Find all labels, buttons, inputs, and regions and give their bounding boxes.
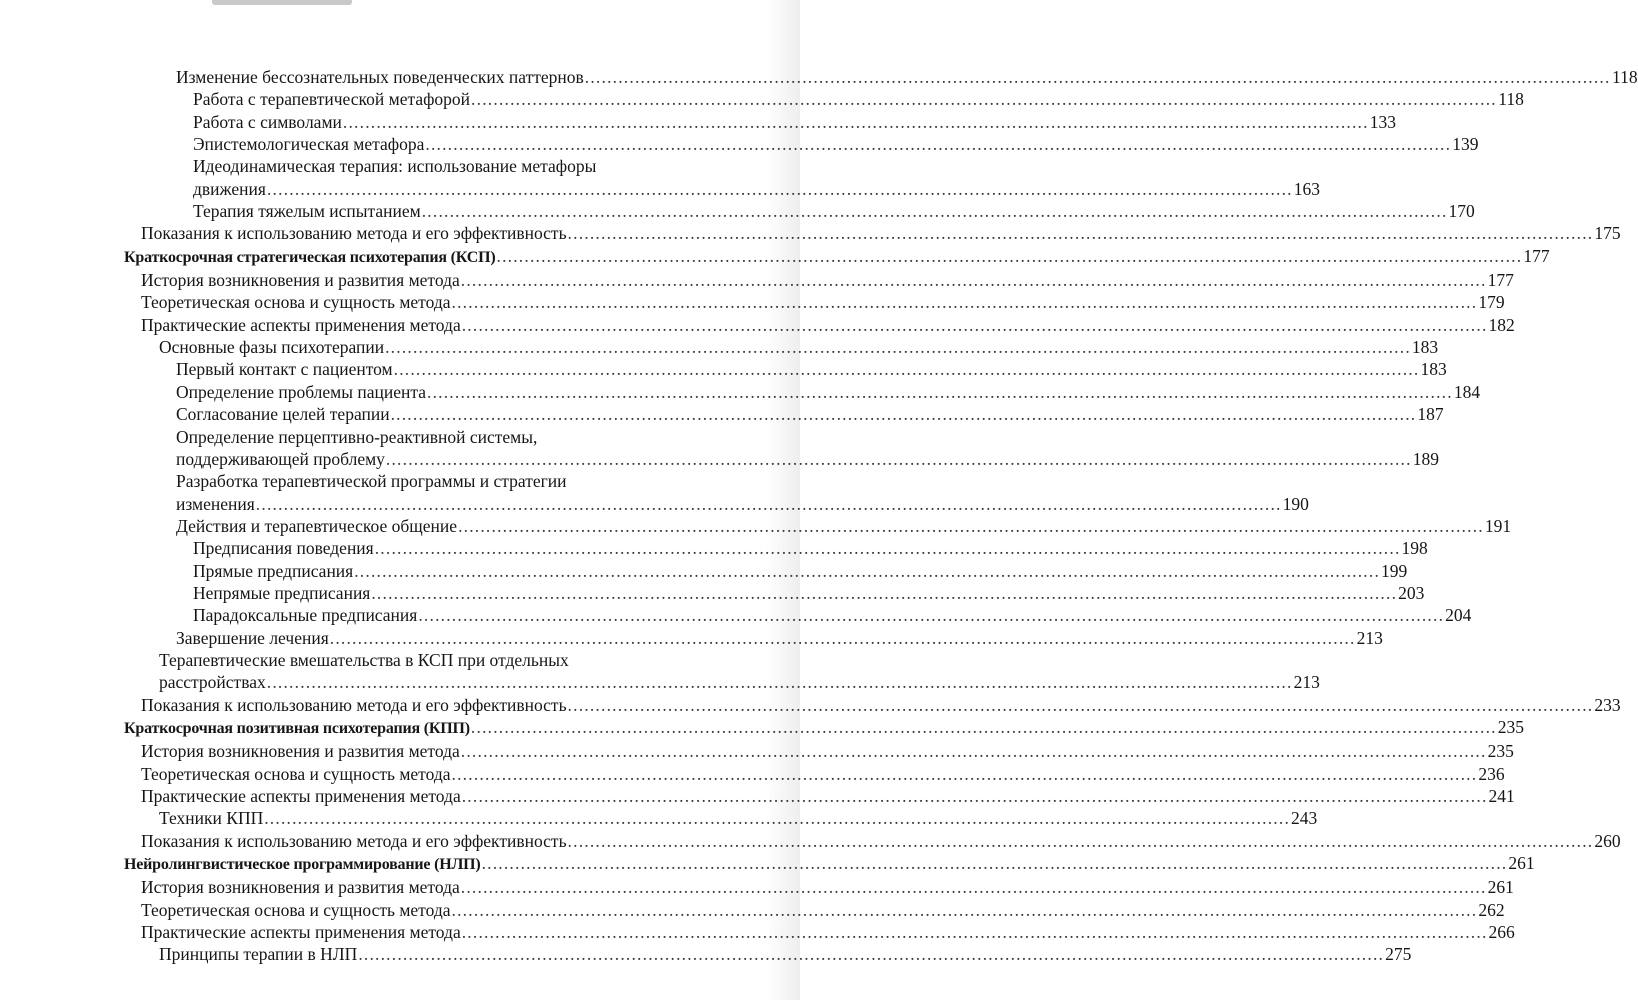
toc-page-number: 213: [1293, 672, 1320, 693]
toc-page-number: 275: [1385, 944, 1412, 965]
toc-entry-title: Практические аспекты применения метода: [141, 786, 461, 806]
dot-leader: [256, 493, 1282, 515]
toc-entry-title: Основные фазы психотерапии: [159, 337, 385, 358]
toc-entry-line: [141, 314, 1515, 336]
toc-page-number: 260: [1594, 830, 1621, 851]
dot-leader: [452, 899, 1478, 921]
toc-page-number: 198: [1401, 538, 1428, 559]
toc-entry: [0, 403, 1444, 425]
toc-chapter-entry: [0, 245, 1550, 269]
dot-leader: [568, 694, 1594, 716]
toc-entry-title: Первый контакт с пациентом: [176, 359, 393, 380]
toc-entry-title: Парадоксальные предписания: [193, 605, 418, 626]
toc-entry-line: [141, 291, 1505, 313]
toc-page-number: 179: [1478, 292, 1505, 313]
toc-entry-line: [176, 448, 1439, 470]
toc-page-number: 133: [1369, 111, 1396, 132]
toc-entry-line: [176, 627, 1383, 649]
toc-entry: [0, 785, 1515, 807]
toc-page-number: 175: [1594, 223, 1621, 244]
toc-chapter-entry: [0, 852, 1535, 876]
toc-entry: [0, 200, 1475, 222]
toc-entry-title: Терапевтические вмешательства в КСП при отдельных: [159, 649, 569, 670]
toc-page-number: 184: [1453, 381, 1481, 402]
toc-entry-line: [159, 943, 1412, 965]
toc-entry-line: [193, 133, 1479, 155]
toc-entry: [0, 381, 1481, 403]
dot-leader: [462, 921, 1488, 943]
toc-entry-line: [193, 178, 1321, 200]
toc-page-number: 170: [1448, 201, 1475, 222]
toc-entry: [0, 921, 1515, 943]
toc-entry-title: Теоретическая основа и сущность метода: [141, 763, 451, 784]
toc-page-number: 235: [1487, 741, 1514, 762]
toc-entry-title: Непрямые предписания: [193, 582, 371, 603]
toc-entry: [0, 694, 1621, 716]
toc-page-number: 261: [1508, 853, 1535, 874]
toc-entry-title: История возникновения и развития метода: [141, 741, 460, 762]
toc-entry: [0, 291, 1505, 313]
toc-entry-title: История возникновения и развития метода: [141, 270, 460, 291]
toc-entry-line: [141, 222, 1621, 244]
dot-leader: [386, 448, 1412, 470]
dot-leader: [568, 222, 1594, 244]
dot-leader: [482, 852, 1508, 874]
dot-leader: [385, 336, 1411, 358]
toc-entry: [0, 582, 1425, 604]
dot-leader: [425, 133, 1451, 155]
toc-page-number: 203: [1398, 582, 1425, 603]
toc-entry-line: [141, 694, 1621, 716]
table-of-contents: [0, 66, 1638, 966]
toc-entry-title: Показания к использованию метода и его эффективность: [141, 223, 567, 244]
toc-entry-line: [141, 921, 1515, 943]
toc-entry: [0, 560, 1408, 582]
dot-leader: [375, 537, 1401, 559]
toc-entry-line: [124, 852, 1535, 876]
toc-entry-line: [141, 785, 1515, 807]
toc-entry: [0, 66, 1638, 88]
toc-entry-title: Действия и терапевтическое общение: [176, 515, 458, 536]
dot-leader: [343, 111, 1369, 133]
toc-entry-title: Работа с терапевтической метафорой: [193, 89, 471, 110]
toc-page-number: 236: [1478, 763, 1505, 784]
toc-entry-title: Принципы терапии в НЛП: [159, 944, 358, 965]
toc-entry-line: [193, 88, 1524, 110]
toc-page-number: 243: [1291, 808, 1318, 829]
toc-entry-line: [141, 876, 1514, 898]
toc-entry-line: [193, 111, 1396, 133]
toc-entry-line: [193, 604, 1472, 626]
toc-entry-line: [124, 245, 1550, 269]
toc-entry-line: [141, 740, 1514, 762]
toc-entry-line: [176, 358, 1447, 380]
toc-entry: [0, 155, 1321, 200]
dot-leader: [471, 88, 1497, 110]
toc-entry-line: [141, 830, 1621, 852]
toc-entry: [0, 336, 1439, 358]
dot-leader: [354, 560, 1380, 582]
toc-entry-title: Практические аспекты применения метода: [141, 314, 461, 335]
toc-entry-title: Терапия тяжелым испытанием: [193, 201, 421, 222]
toc-entry: [0, 604, 1472, 626]
toc-entry: [0, 830, 1621, 852]
toc-entry-title: Показания к использованию метода и его эффективность: [141, 694, 567, 715]
toc-entry-title: Идеодинамическая терапия: использование метафоры: [193, 156, 597, 177]
toc-entry-title: Эпистемологическая метафора: [193, 134, 425, 155]
dot-leader: [568, 830, 1594, 852]
toc-page-number: 189: [1412, 448, 1439, 469]
dot-leader: [391, 403, 1417, 425]
toc-entry-title: Определение проблемы пациента: [176, 381, 426, 402]
toc-entry-line-wrapped: [159, 649, 750, 671]
dot-leader: [422, 200, 1448, 222]
toc-entry-title: расстройствах: [159, 672, 266, 693]
toc-page-number: 199: [1381, 560, 1408, 581]
toc-entry-line: [176, 381, 1481, 403]
dot-leader: [427, 381, 1453, 403]
toc-entry-line: [193, 582, 1425, 604]
dot-leader: [471, 716, 1497, 738]
toc-entry: [0, 627, 1383, 649]
dot-leader: [452, 763, 1478, 785]
toc-entry-line: [159, 671, 1320, 693]
toc-entry-title: Практические аспекты применения метода: [141, 922, 461, 943]
dot-leader: [585, 66, 1611, 88]
toc-page-number: 163: [1293, 178, 1321, 199]
toc-page-number: 177: [1487, 270, 1514, 291]
toc-entry: [0, 358, 1447, 380]
dot-leader: [462, 314, 1488, 336]
toc-entry-line: [176, 66, 1638, 88]
toc-entry-line: [193, 537, 1428, 559]
dot-leader: [452, 291, 1478, 313]
toc-entry-title: Прямые предписания: [193, 560, 354, 581]
toc-entry: [0, 740, 1514, 762]
toc-entry-line-wrapped: [176, 426, 750, 448]
toc-entry-title: Работа с символами: [193, 111, 342, 132]
toc-entry-line: [176, 493, 1309, 515]
toc-entry: [0, 807, 1318, 829]
toc-entry-title: движения: [193, 178, 266, 199]
toc-entry-title: Согласование целей терапии: [176, 404, 390, 425]
toc-entry-title: Определение перцептивно-реактивной системы,: [176, 426, 538, 447]
toc-entry: [0, 269, 1514, 291]
dot-leader: [418, 604, 1444, 626]
dot-leader: [330, 627, 1356, 649]
dot-leader: [461, 876, 1487, 898]
toc-page-number: 261: [1487, 877, 1514, 898]
dot-leader: [358, 943, 1384, 965]
toc-entry-line: [159, 336, 1439, 358]
toc-entry-title: Разработка терапевтической программы и стратегии: [176, 471, 567, 492]
toc-entry-title: Краткосрочная позитивная психотерапия (КПП): [124, 719, 470, 737]
toc-entry: [0, 133, 1479, 155]
toc-chapter-entry: [0, 716, 1524, 740]
toc-entry-line: [124, 716, 1524, 740]
toc-entry-line: [176, 515, 1512, 537]
toc-entry: [0, 515, 1512, 537]
toc-entry-line: [193, 200, 1475, 222]
toc-entry-line: [176, 403, 1444, 425]
toc-entry-line: [141, 269, 1514, 291]
toc-entry: [0, 314, 1515, 336]
toc-page-number: 118: [1611, 67, 1638, 87]
toc-page-number: 204: [1445, 605, 1472, 626]
toc-entry-line-wrapped: [193, 155, 750, 177]
toc-entry-title: Завершение лечения: [176, 627, 329, 648]
toc-entry-title: Изменение бессознательных поведенческих паттернов: [176, 67, 584, 87]
dot-leader: [267, 671, 1293, 693]
toc-entry: [0, 943, 1412, 965]
page-top-mark: [212, 0, 352, 5]
toc-page-number: 177: [1523, 245, 1550, 266]
dot-leader: [462, 785, 1488, 807]
toc-entry-line-wrapped: [176, 470, 750, 492]
toc-page-number: 190: [1282, 493, 1309, 514]
toc-entry: [0, 88, 1524, 110]
toc-entry: [0, 876, 1514, 898]
toc-page-number: 183: [1411, 337, 1439, 358]
toc-entry: [0, 763, 1505, 785]
toc-page-number: 235: [1497, 716, 1524, 737]
toc-page-number: 266: [1488, 922, 1515, 943]
dot-leader: [394, 358, 1420, 380]
toc-entry-title: Теоретическая основа и сущность метода: [141, 899, 451, 920]
toc-entry: [0, 537, 1428, 559]
toc-entry: [0, 426, 1439, 471]
toc-entry-title: История возникновения и развития метода: [141, 877, 460, 898]
toc-entry: [0, 111, 1396, 133]
toc-entry-title: Предписания поведения: [193, 538, 374, 559]
toc-entry-line: [159, 807, 1318, 829]
toc-entry-title: Нейролингвистическое программирование (НЛП): [124, 856, 481, 874]
toc-entry-title: Техники КПП: [159, 808, 264, 829]
toc-entry: [0, 470, 1309, 515]
toc-entry: [0, 649, 1320, 694]
toc-entry-line: [193, 560, 1408, 582]
toc-page-number: 187: [1417, 404, 1444, 425]
toc-page-number: 213: [1356, 627, 1383, 648]
toc-entry: [0, 222, 1621, 244]
dot-leader: [461, 269, 1487, 291]
dot-leader: [371, 582, 1397, 604]
toc-page-number: 233: [1594, 694, 1621, 715]
toc-entry-title: изменения: [176, 493, 255, 514]
toc-entry-title: Теоретическая основа и сущность метода: [141, 292, 451, 313]
toc-page-number: 241: [1488, 786, 1515, 806]
dot-leader: [497, 245, 1523, 267]
toc-page-number: 182: [1488, 314, 1515, 335]
dot-leader: [267, 178, 1293, 200]
toc-page-number: 262: [1478, 899, 1505, 920]
toc-page-number: 118: [1498, 89, 1524, 110]
toc-entry-line: [141, 763, 1505, 785]
toc-entry-title: поддерживающей проблему: [176, 448, 385, 469]
toc-page-number: 191: [1484, 515, 1512, 536]
toc-entry: [0, 899, 1505, 921]
toc-entry-title: Краткосрочная стратегическая психотерапия (КСП): [124, 248, 496, 266]
dot-leader: [264, 807, 1290, 829]
toc-entry-title: Показания к использованию метода и его эффективность: [141, 830, 567, 851]
dot-leader: [461, 740, 1487, 762]
toc-page-number: 183: [1420, 359, 1447, 380]
toc-page-number: 139: [1452, 134, 1479, 155]
dot-leader: [458, 515, 1484, 537]
toc-entry-line: [141, 899, 1505, 921]
